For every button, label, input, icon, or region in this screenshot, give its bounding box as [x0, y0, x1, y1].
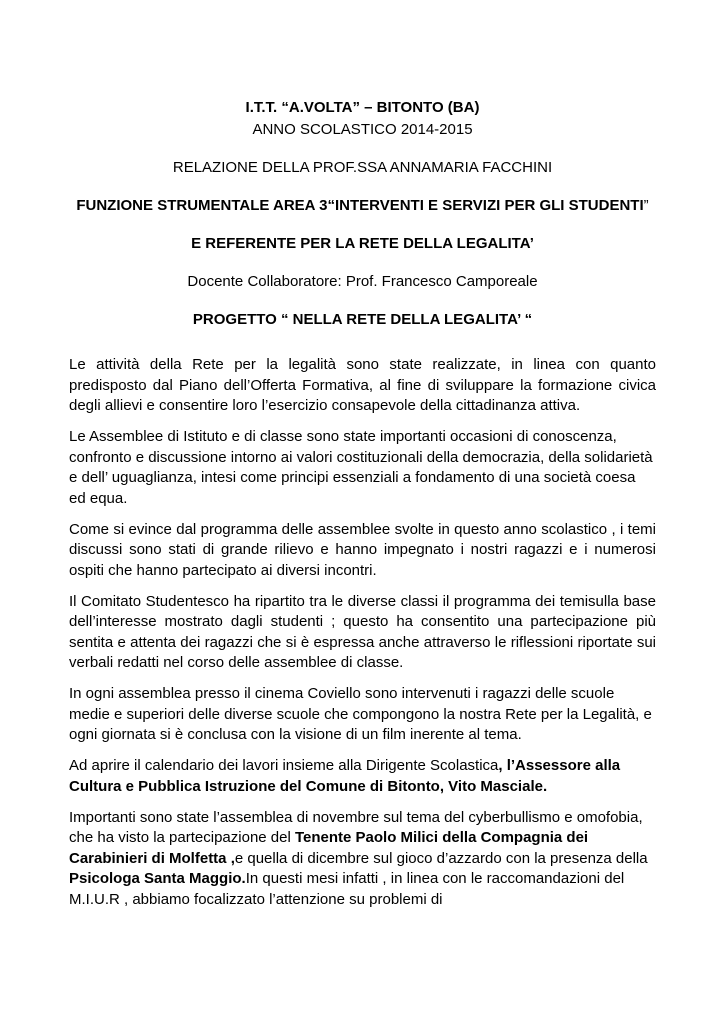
paragraph-7-bold-b: Psicologa Santa Maggio.: [69, 870, 246, 887]
project-title: PROGETTO “ NELLA RETE DELLA LEGALITA’ “: [192, 311, 533, 328]
paragraph-6-bold: , l’Assessore alla Cultura e Pubblica Istruzione del Comune di Bitonto, Vito Masciale.: [69, 757, 621, 795]
paragraph-6-text: Ad aprire il calendario dei lavori insieme alla Dirigente Scolastica: [69, 757, 499, 774]
school-title: I.T.T. “A.VOLTA” – BITONTO (BA): [245, 99, 480, 116]
function-title-main: FUNZIONE STRUMENTALE AREA 3“INTERVENTI E SERVIZI PER GLI STUDENTI: [76, 197, 644, 214]
function-title: [40, 196, 685, 215]
referent-title: E REFERENTE PER LA RETE DELLA LEGALITA’: [191, 235, 534, 252]
report-title: RELAZIONE DELLA PROF.SSA ANNAMARIA FACCHINI: [172, 159, 553, 176]
collaborator-line: Docente Collaboratore: Prof. Francesco Camporeale: [187, 273, 538, 290]
paragraph-7-text-b: e quella di dicembre sul gioco d’azzardo con la presenza della: [234, 849, 648, 867]
paragraph-4: Il Comitato Studentesco ha ripartito tra le diverse classi il programma dei temisulla base dell’interesse mostrato dagli studenti ; questo ha consentito una partecipazione più sentita e attenta dei ragazzi che si è espressa anche attraverso le riflessioni riportate sui verbali redatti nel corso delle assemblee di classe.: [69, 592, 656, 671]
school-year: ANNO SCOLASTICO 2014-2015: [252, 121, 473, 138]
paragraph-6: [69, 756, 656, 797]
document-body: [69, 355, 656, 921]
paragraph-1: Le attività della Rete per la legalità sono state realizzate, in linea con quanto predisposto dal Piano dell’Offerta Formativa, al fine di sviluppare la formazione civica degli allievi e consentire loro l’esercizio consapevole della cittadinanza attiva.: [69, 356, 656, 414]
function-title-end: ”: [643, 197, 649, 214]
paragraph-5: In ogni assemblea presso il cinema Coviello sono intervenuti i ragazzi delle scuole medie e superiori delle diverse scuole che compongono la nostra Rete per la Legalità, e ogni giornata si è conclusa con la visione di un film inerente al tema.: [69, 685, 652, 743]
document-header: [40, 98, 685, 329]
paragraph-7-text-c: In questi mesi infatti , in linea con le raccomandazioni del M.I.U.R , abbiamo focalizzato l’attenzione su problemi di: [69, 870, 625, 908]
paragraph-3: Come si evince dal programma delle assemblee svolte in questo anno scolastico , i temi discussi sono stati di grande rilievo e hanno impegnato i nostri ragazzi e i numerosi ospiti che hanno partecipato ai diversi incontri.: [69, 520, 656, 579]
paragraph-7-text-a: Importanti sono state l’assemblea di novembre sul tema del cyberbullismo e omofobia, che ha visto la partecipazione del: [69, 808, 643, 846]
paragraph-7-bold-a: Tenente Paolo Milici della Compagnia dei Carabinieri di Molfetta ,: [69, 829, 589, 867]
paragraph-2: Le Assemblee di Istituto e di classe sono state importanti occasioni di conoscenza, confronto e discussione intorno ai valori costituzionali della democrazia, della solidarietà e dell’ uguaglianza, intesi come principi essenziali a fondamento di una società coesa ed equa.: [69, 428, 653, 507]
paragraph-7: [69, 808, 656, 911]
